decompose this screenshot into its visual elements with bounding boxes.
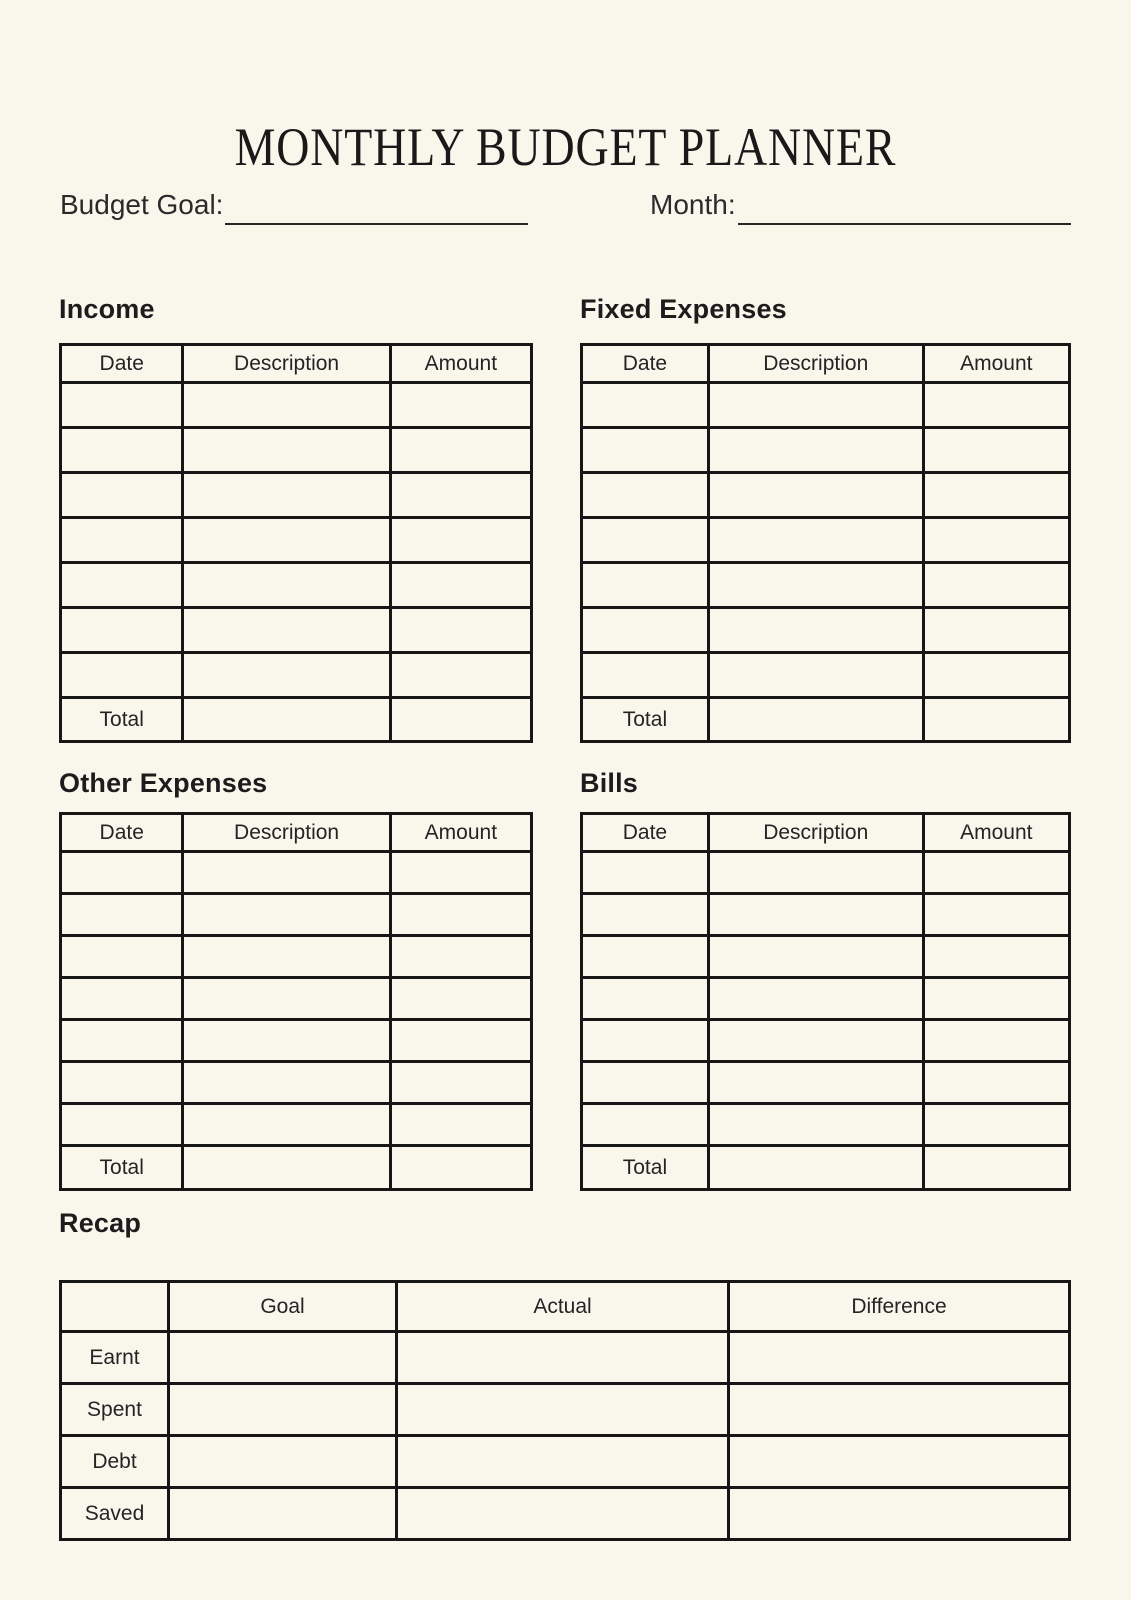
empty-cell[interactable] [708, 852, 923, 894]
total-description-cell[interactable] [183, 1146, 390, 1190]
month-label: Month: [650, 188, 736, 220]
empty-cell[interactable] [390, 653, 531, 698]
empty-cell[interactable] [923, 518, 1069, 563]
empty-cell[interactable] [61, 383, 183, 428]
empty-cell[interactable] [708, 473, 923, 518]
empty-cell[interactable] [183, 894, 390, 936]
budget-goal-field-group [60, 185, 528, 225]
empty-cell[interactable] [61, 852, 183, 894]
empty-cell[interactable] [708, 428, 923, 473]
empty-cell[interactable] [61, 1062, 183, 1104]
empty-cell[interactable] [183, 936, 390, 978]
column-header-amount: Amount [390, 814, 531, 852]
income-heading: Income [59, 294, 155, 324]
recap-actual-cell[interactable] [397, 1436, 729, 1488]
empty-cell[interactable] [61, 518, 183, 563]
empty-cell[interactable] [61, 563, 183, 608]
empty-cell[interactable] [582, 383, 709, 428]
recap-header-row [61, 1282, 1070, 1332]
empty-cell[interactable] [183, 653, 390, 698]
income-section [59, 294, 533, 743]
empty-cell[interactable] [183, 383, 390, 428]
empty-row [582, 936, 1070, 978]
empty-cell[interactable] [923, 383, 1069, 428]
empty-cell[interactable] [708, 936, 923, 978]
recap-corner-cell [61, 1282, 169, 1332]
column-header-amount: Amount [923, 345, 1069, 383]
recap-row-label: Spent [61, 1384, 169, 1436]
income-header-row [61, 345, 532, 383]
empty-cell[interactable] [923, 428, 1069, 473]
empty-cell[interactable] [61, 936, 183, 978]
empty-cell[interactable] [708, 978, 923, 1020]
empty-cell[interactable] [61, 608, 183, 653]
empty-cell[interactable] [390, 608, 531, 653]
empty-cell[interactable] [582, 936, 709, 978]
recap-table [59, 1280, 1071, 1541]
empty-row [61, 608, 532, 653]
empty-row [61, 852, 532, 894]
empty-cell[interactable] [582, 518, 709, 563]
empty-row [582, 428, 1070, 473]
fixed-expenses-heading: Fixed Expenses [580, 294, 787, 324]
empty-cell[interactable] [390, 518, 531, 563]
total-description-cell[interactable] [708, 1146, 923, 1190]
other-expenses-table [59, 812, 533, 1191]
empty-cell[interactable] [708, 1020, 923, 1062]
recap-row-label: Saved [61, 1488, 169, 1540]
empty-row [61, 428, 532, 473]
empty-cell[interactable] [183, 1104, 390, 1146]
empty-cell[interactable] [61, 894, 183, 936]
bills-header-row [582, 814, 1070, 852]
empty-cell[interactable] [923, 936, 1069, 978]
total-description-cell[interactable] [708, 698, 923, 742]
empty-cell[interactable] [582, 428, 709, 473]
empty-row [61, 473, 532, 518]
other-expenses-header-row [61, 814, 532, 852]
recap-row-saved [61, 1488, 1070, 1540]
empty-row [582, 1104, 1070, 1146]
empty-row [582, 894, 1070, 936]
empty-row [61, 653, 532, 698]
recap-column-goal: Goal [169, 1282, 397, 1332]
recap-goal-cell[interactable] [169, 1384, 397, 1436]
fixed-expenses-total-row [582, 698, 1070, 742]
empty-cell[interactable] [923, 608, 1069, 653]
recap-heading: Recap [59, 1208, 142, 1238]
column-header-amount: Amount [923, 814, 1069, 852]
empty-row [582, 563, 1070, 608]
column-header-amount: Amount [390, 345, 531, 383]
total-amount-cell[interactable] [390, 698, 531, 742]
empty-cell[interactable] [582, 1062, 709, 1104]
total-label: Total [61, 698, 183, 742]
empty-cell[interactable] [183, 978, 390, 1020]
empty-cell[interactable] [61, 1104, 183, 1146]
page-title: MONTHLY BUDGET PLANNER [234, 117, 897, 178]
empty-cell[interactable] [708, 653, 923, 698]
bills-table [580, 812, 1071, 1191]
empty-cell[interactable] [923, 563, 1069, 608]
empty-cell[interactable] [923, 978, 1069, 1020]
empty-row [582, 653, 1070, 698]
empty-row [61, 383, 532, 428]
empty-row [582, 473, 1070, 518]
empty-cell[interactable] [390, 894, 531, 936]
empty-cell[interactable] [582, 1020, 709, 1062]
empty-cell[interactable] [582, 653, 709, 698]
empty-cell[interactable] [183, 563, 390, 608]
empty-cell[interactable] [61, 428, 183, 473]
total-label: Total [582, 698, 709, 742]
empty-cell[interactable] [708, 608, 923, 653]
recap-difference-cell[interactable] [729, 1384, 1070, 1436]
recap-difference-cell[interactable] [729, 1436, 1070, 1488]
recap-row-debt [61, 1436, 1070, 1488]
recap-row-earnt [61, 1332, 1070, 1384]
empty-cell[interactable] [390, 1062, 531, 1104]
total-label: Total [582, 1146, 709, 1190]
empty-row [61, 936, 532, 978]
empty-cell[interactable] [183, 473, 390, 518]
empty-cell[interactable] [923, 852, 1069, 894]
recap-row-label: Earnt [61, 1332, 169, 1384]
recap-actual-cell[interactable] [397, 1384, 729, 1436]
column-header-description: Description [708, 345, 923, 383]
empty-cell[interactable] [183, 608, 390, 653]
empty-cell[interactable] [582, 852, 709, 894]
fixed-expenses-table [580, 343, 1071, 743]
empty-cell[interactable] [582, 563, 709, 608]
total-amount-cell[interactable] [923, 698, 1069, 742]
budget-goal-input-line[interactable] [225, 183, 528, 225]
column-header-date: Date [61, 345, 183, 383]
column-header-date: Date [582, 345, 709, 383]
empty-cell[interactable] [708, 383, 923, 428]
empty-cell[interactable] [183, 518, 390, 563]
empty-row [582, 852, 1070, 894]
empty-cell[interactable] [390, 936, 531, 978]
empty-cell[interactable] [183, 852, 390, 894]
fixed-expenses-section [580, 294, 1071, 743]
recap-section [59, 1208, 1071, 1541]
recap-goal-cell[interactable] [169, 1332, 397, 1384]
empty-cell[interactable] [61, 653, 183, 698]
other-expenses-heading: Other Expenses [59, 768, 268, 798]
bills-heading: Bills [580, 768, 639, 798]
empty-cell[interactable] [582, 608, 709, 653]
empty-cell[interactable] [582, 473, 709, 518]
empty-cell[interactable] [183, 1020, 390, 1062]
empty-row [582, 978, 1070, 1020]
empty-cell[interactable] [582, 978, 709, 1020]
empty-cell[interactable] [390, 563, 531, 608]
empty-row [61, 894, 532, 936]
empty-cell[interactable] [923, 473, 1069, 518]
empty-row [61, 518, 532, 563]
empty-cell[interactable] [390, 978, 531, 1020]
empty-cell[interactable] [390, 383, 531, 428]
empty-cell[interactable] [708, 518, 923, 563]
empty-row [582, 1062, 1070, 1104]
recap-actual-cell[interactable] [397, 1332, 729, 1384]
other-expenses-total-row [61, 1146, 532, 1190]
empty-row [582, 608, 1070, 653]
column-header-date: Date [61, 814, 183, 852]
budget-goal-label: Budget Goal: [60, 188, 224, 220]
empty-cell[interactable] [923, 1020, 1069, 1062]
column-header-description: Description [183, 814, 390, 852]
column-header-description: Description [183, 345, 390, 383]
month-input-line[interactable] [738, 183, 1071, 225]
empty-cell[interactable] [708, 563, 923, 608]
column-header-description: Description [708, 814, 923, 852]
empty-cell[interactable] [390, 1020, 531, 1062]
total-label: Total [61, 1146, 183, 1190]
empty-row [61, 1062, 532, 1104]
empty-row [582, 383, 1070, 428]
other-expenses-section [59, 768, 533, 1191]
empty-cell[interactable] [708, 894, 923, 936]
income-table [59, 343, 533, 743]
empty-row [582, 1020, 1070, 1062]
empty-row [61, 978, 532, 1020]
recap-goal-cell[interactable] [169, 1436, 397, 1488]
empty-cell[interactable] [582, 894, 709, 936]
empty-cell[interactable] [390, 473, 531, 518]
recap-column-actual: Actual [397, 1282, 729, 1332]
fixed-expenses-header-row [582, 345, 1070, 383]
recap-column-difference: Difference [729, 1282, 1070, 1332]
recap-difference-cell[interactable] [729, 1332, 1070, 1384]
empty-cell[interactable] [923, 1062, 1069, 1104]
empty-cell[interactable] [61, 978, 183, 1020]
empty-cell[interactable] [923, 653, 1069, 698]
empty-cell[interactable] [708, 1062, 923, 1104]
empty-cell[interactable] [61, 473, 183, 518]
income-total-row [61, 698, 532, 742]
empty-cell[interactable] [390, 852, 531, 894]
recap-row-spent [61, 1384, 1070, 1436]
empty-row [61, 563, 532, 608]
total-amount-cell[interactable] [390, 1146, 531, 1190]
month-field-group [650, 185, 1071, 225]
bills-total-row [582, 1146, 1070, 1190]
total-amount-cell[interactable] [923, 1146, 1069, 1190]
bills-section [580, 768, 1071, 1191]
header-fields [60, 185, 1071, 225]
empty-row [61, 1020, 532, 1062]
empty-cell[interactable] [708, 1104, 923, 1146]
empty-cell[interactable] [582, 1104, 709, 1146]
empty-cell[interactable] [183, 428, 390, 473]
empty-cell[interactable] [923, 1104, 1069, 1146]
total-description-cell[interactable] [183, 698, 390, 742]
recap-difference-cell[interactable] [729, 1488, 1070, 1540]
column-header-date: Date [582, 814, 709, 852]
empty-cell[interactable] [61, 1020, 183, 1062]
empty-row [61, 1104, 532, 1146]
recap-goal-cell[interactable] [169, 1488, 397, 1540]
empty-cell[interactable] [183, 1062, 390, 1104]
empty-row [582, 518, 1070, 563]
recap-actual-cell[interactable] [397, 1488, 729, 1540]
empty-cell[interactable] [390, 1104, 531, 1146]
recap-row-label: Debt [61, 1436, 169, 1488]
empty-cell[interactable] [923, 894, 1069, 936]
empty-cell[interactable] [390, 428, 531, 473]
